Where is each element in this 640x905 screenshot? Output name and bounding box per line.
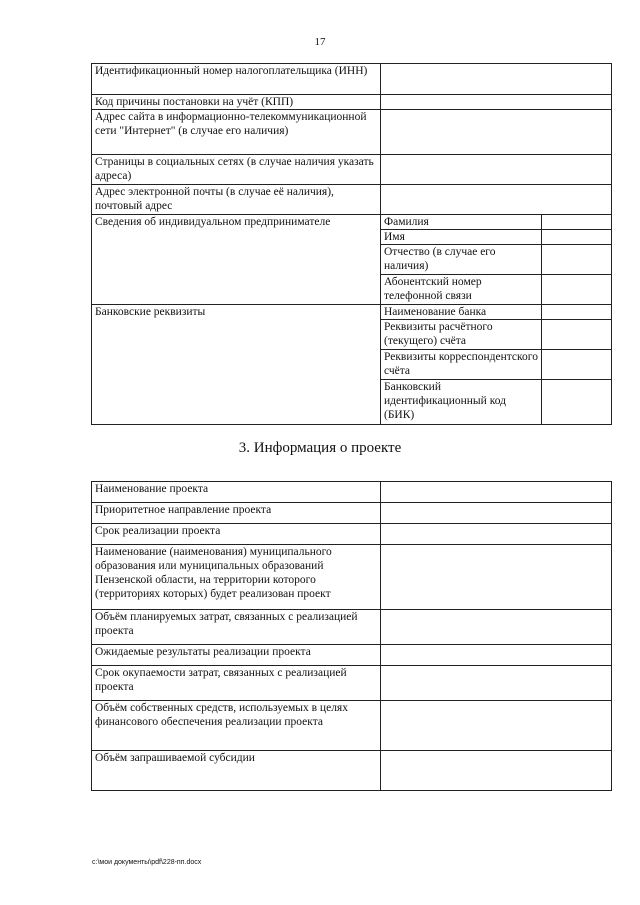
value-cell <box>542 275 612 305</box>
table-row <box>92 524 612 545</box>
project-info-table <box>91 481 612 791</box>
value-cell <box>381 545 612 610</box>
table-row <box>92 545 612 610</box>
field-label-bank-name: Наименование банка <box>381 305 542 320</box>
table-row <box>92 751 612 791</box>
table-row <box>92 185 612 215</box>
field-label-corr-account: Реквизиты корреспондентского счёта <box>381 350 542 380</box>
table-row <box>92 503 612 524</box>
row-label-website: Адрес сайта в информационно-телекоммуникационной сети "Интернет" (в случае его наличия) <box>92 110 381 155</box>
value-cell <box>542 380 612 425</box>
value-cell <box>542 350 612 380</box>
row-label-inn: Идентификационный номер налогоплательщика (ИНН) <box>92 64 381 95</box>
row-label-project-name: Наименование проекта <box>92 482 381 503</box>
value-cell <box>542 320 612 350</box>
value-cell <box>381 155 612 185</box>
row-label-bank: Банковские реквизиты <box>92 305 381 425</box>
value-cell <box>381 610 612 645</box>
value-cell <box>381 95 612 110</box>
row-label-social: Страницы в социальных сетях (в случае наличия указать адреса) <box>92 155 381 185</box>
row-label-entrepreneur: Сведения об индивидуальном предпринимателе <box>92 215 381 305</box>
field-label-current-account: Реквизиты расчётного (текущего) счёта <box>381 320 542 350</box>
field-label-patronymic: Отчество (в случае его наличия) <box>381 245 542 275</box>
value-cell <box>381 751 612 791</box>
table-row <box>92 110 612 155</box>
row-label-expected-results: Ожидаемые результаты реализации проекта <box>92 645 381 666</box>
row-label-kpp: Код причины постановки на учёт (КПП) <box>92 95 381 110</box>
field-label-name: Имя <box>381 230 542 245</box>
table-row <box>92 610 612 645</box>
table-row <box>92 482 612 503</box>
table-row <box>92 666 612 701</box>
row-label-email: Адрес электронной почты (в случае её наличия), почтовый адрес <box>92 185 381 215</box>
value-cell <box>381 185 612 215</box>
value-cell <box>542 230 612 245</box>
value-cell <box>542 215 612 230</box>
footer-file-path: c:\мои документы\pdf\228-пп.docx <box>92 859 202 866</box>
table-row <box>92 95 612 110</box>
row-label-payback: Срок окупаемости затрат, связанных с реализацией проекта <box>92 666 381 701</box>
row-label-priority: Приоритетное направление проекта <box>92 503 381 524</box>
table-row <box>92 155 612 185</box>
field-label-phone: Абонентский номер телефонной связи <box>381 275 542 305</box>
value-cell <box>381 701 612 751</box>
table-row <box>92 64 612 95</box>
row-label-own-funds: Объём собственных средств, используемых в целях финансового обеспечения реализации проекта <box>92 701 381 751</box>
row-label-planned-costs: Объём планируемых затрат, связанных с реализацией проекта <box>92 610 381 645</box>
table-row <box>92 215 612 230</box>
table-row <box>92 645 612 666</box>
table-row <box>92 305 612 320</box>
row-label-subsidy: Объём запрашиваемой субсидии <box>92 751 381 791</box>
table-row <box>92 701 612 751</box>
value-cell <box>381 482 612 503</box>
organization-info-table <box>91 63 612 425</box>
page-number: 17 <box>314 36 326 48</box>
value-cell <box>381 666 612 701</box>
value-cell <box>542 305 612 320</box>
value-cell <box>381 524 612 545</box>
value-cell <box>381 64 612 95</box>
row-label-duration: Срок реализации проекта <box>92 524 381 545</box>
field-label-surname: Фамилия <box>381 215 542 230</box>
row-label-municipality: Наименование (наименования) муниципального образования или муниципальных образований Пензенской области, на территории которого (территориях которых) будет реализован проект <box>92 545 381 610</box>
section-title: 3. Информация о проекте <box>238 440 402 456</box>
value-cell <box>381 645 612 666</box>
value-cell <box>542 245 612 275</box>
value-cell <box>381 503 612 524</box>
value-cell <box>381 110 612 155</box>
field-label-bik: Банковский идентификационный код (БИК) <box>381 380 542 425</box>
